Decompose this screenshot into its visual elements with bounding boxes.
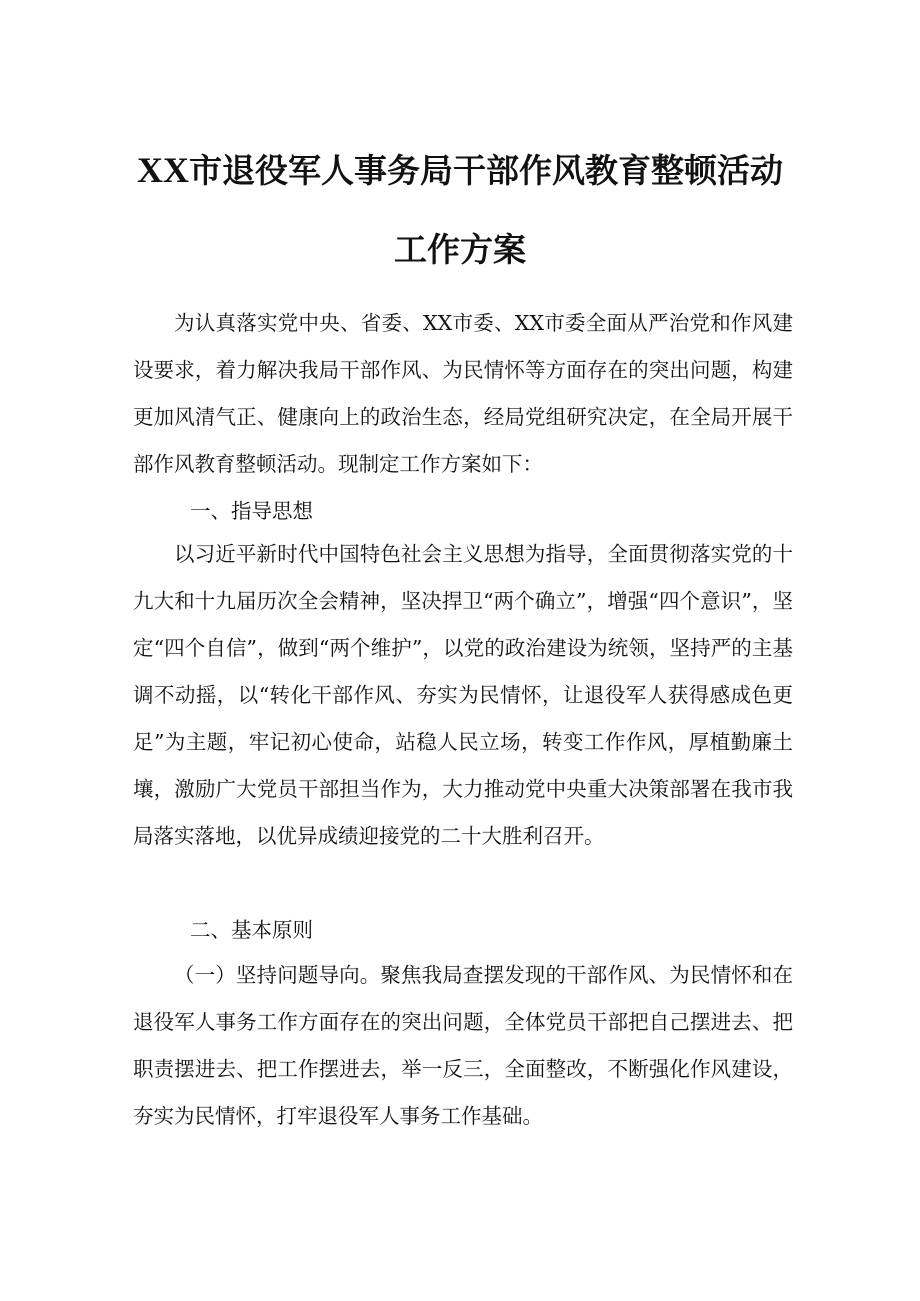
title-city-placeholder: XX <box>137 150 189 190</box>
section-2-item-1: （一）坚持问题导向。聚焦我局查摆发现的干部作风、为民情怀和在退役军人事务工作方面存在的突出问题，全体党员干部把自己摆进去、把职责摆进去、把工作摆进去，举一反三，全面整改，不断强化作风建设，夯实为民情怀，打牢退役军人事务工作基础。 <box>133 963 793 1128</box>
title-main-text: 市退役军人事务局干部作风教育整顿活动 <box>189 151 783 190</box>
section-2-heading: 二、基本原则 <box>190 918 313 942</box>
document-title-line-2: 工作方案 <box>394 230 526 269</box>
document-title-line-1 <box>0 150 920 191</box>
intro-paragraph: 为认真落实党中央、省委、XX市委、XX市委全面从严治党和作风建设要求，着力解决我局干部作风、为民情怀等方面存在的突出问题，构建更加风清气正、健康向上的政治生态，经局党组研究决定，在全局开展干部作风教育整顿活动。现制定工作方案如下： <box>133 311 793 476</box>
section-1-heading: 一、指导思想 <box>190 499 313 523</box>
section-1-paragraph: 以习近平新时代中国特色社会主义思想为指导，全面贯彻落实党的十九大和十九届历次全会精神，坚决捍卫“两个确立”，增强“四个意识”，坚定“四个自信”，做到“两个维护”，以党的政治建设为统领，坚持严的主基调不动摇，以“转化干部作风、夯实为民情怀，让退役军人获得感成色更足”为主题，牢记初心使命，站稳人民立场，转变工作作风，厚植勤廉土壤，激励广大党员干部担当作为，大力推动党中央重大决策部署在我市我局落实落地，以优异成绩迎接党的二十大胜利召开。 <box>133 542 793 848</box>
